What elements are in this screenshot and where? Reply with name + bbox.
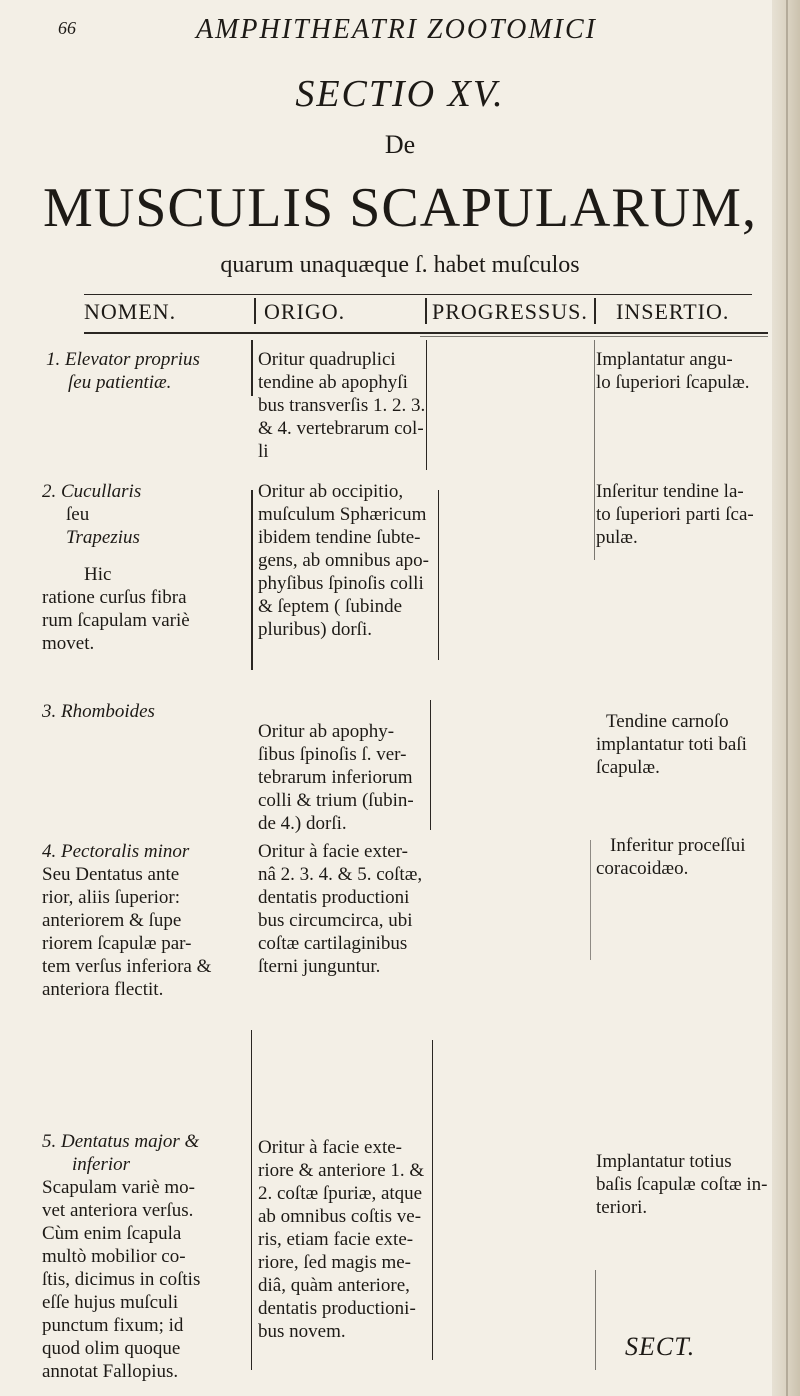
column-divider xyxy=(438,490,439,660)
header-divider-3 xyxy=(594,298,596,324)
column-divider xyxy=(595,1270,596,1370)
row-3-origo: Oritur ab apophy- ſibus ſpinoſis ſ. ver- tebrarum inferiorum colli & trium (ſubin- de 4.) dorſi. xyxy=(258,721,414,834)
column-divider xyxy=(430,700,431,830)
column-divider xyxy=(251,490,253,670)
header-divider-2 xyxy=(425,298,427,324)
column-headers xyxy=(84,299,774,329)
section-title: SECTIO XV. xyxy=(295,73,505,115)
column-header-nomen: NOMEN. xyxy=(84,299,177,324)
column-divider xyxy=(590,840,591,960)
row-5-nomen: 5. Dentatus major & inferior Scapulam variè mo- vet anteriora verſus. Cùm enim ſcapula multò mobilior co- ſtis, dicimus in coſtis eſſe hujus muſculi punctum fixum; id quod olim quoque annotat Fallopius. xyxy=(42,1131,201,1382)
header-rule xyxy=(84,332,768,334)
column-header-insertio: INSERTIO. xyxy=(616,299,730,324)
column-header-progressus: PROGRESSUS. xyxy=(432,299,588,324)
row-5-insertio: Implantatur totius baſis ſcapulæ coſtæ in- teriori. xyxy=(596,1151,768,1218)
row-3-insertio: Tendine carnoſo implantatur toti baſi ſcapulæ. xyxy=(596,711,747,778)
row-3-nomen: 3. Rhomboides xyxy=(42,701,155,722)
page-header xyxy=(58,14,758,54)
row-2-insertio: Inſeritur tendine la- to ſuperiori parti ſca- pulæ. xyxy=(596,481,754,548)
header-divider-1 xyxy=(254,298,256,324)
running-head: AMPHITHEATRI ZOOTOMICI xyxy=(196,14,597,45)
row-1-nomen: 1. Elevator proprius ſeu patientiæ. xyxy=(46,349,200,393)
row-2-origo: Oritur ab occipitio, muſculum Sphæricum ibidem tendine ſubte- gens, ab omnibus apo- phyſibus ſpinoſis colli & ſeptem ( ſubinde pluribus) dorſi. xyxy=(258,481,429,640)
row-4-origo: Oritur à facie exter- nâ 2. 3. 4. & 5. coſtæ, dentatis productioni bus circumcirca, ubi coſtæ cartilaginibus ſterni junguntur. xyxy=(258,841,423,977)
column-divider xyxy=(426,340,427,470)
catchword: SECT. xyxy=(625,1332,696,1361)
column-divider xyxy=(251,1030,252,1370)
row-4-insertio: Inferitur proceſſui coracoidæo. xyxy=(596,835,746,879)
column-divider xyxy=(594,340,595,560)
page-number: 66 xyxy=(58,18,76,38)
subtitle: quarum unaquæque ſ. habet muſculos xyxy=(220,252,580,278)
row-1-origo: Oritur quadruplici tendine ab apophyſi bus transverſis 1. 2. 3. & 4. vertebrarum col- li xyxy=(258,349,426,462)
main-title: MUSCULIS SCAPULARUM, xyxy=(43,177,757,239)
row-5-origo: Oritur à facie exte- riore & anteriore 1. & 2. coſtæ ſpuriæ, atque ab omnibus coſtis ve- ris, etiam facie exte- riore, ſed magis me- diâ, quàm anteriore, dentatis productioni- bus novem. xyxy=(258,1137,425,1342)
column-divider xyxy=(432,1040,433,1360)
header-rule-top xyxy=(84,294,752,295)
column-header-origo: ORIGO. xyxy=(264,299,346,324)
title-preposition: De xyxy=(384,130,416,159)
row-4-nomen: 4. Pectoralis minor Seu Dentatus ante rior, aliis ſuperior: anteriorem & ſupe riorem ſcapulæ par- tem verſus inferiora & anteriora flectit. xyxy=(42,841,212,1000)
row-2-nomen: 2. Cucullaris ſeu Trapezius Hic ratione curſus fibra rum ſcapulam variè movet. xyxy=(42,481,190,654)
header-rule-secondary xyxy=(420,336,768,337)
row-1-insertio: Implantatur angu- lo ſuperiori ſcapulæ. xyxy=(596,349,750,393)
column-divider xyxy=(251,340,253,396)
